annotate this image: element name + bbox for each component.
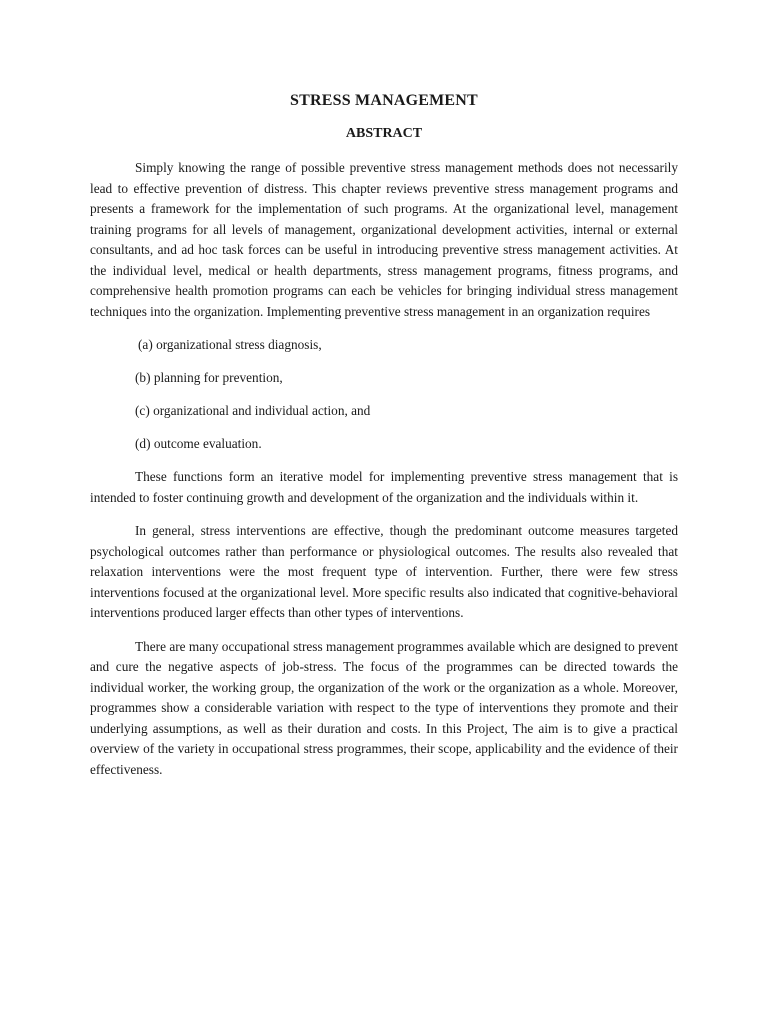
list-item: (b) planning for prevention, bbox=[135, 370, 283, 385]
document-title: STRESS MANAGEMENT bbox=[290, 92, 478, 109]
requirements-list bbox=[90, 335, 678, 455]
abstract-heading: ABSTRACT bbox=[345, 126, 423, 141]
paragraph-intro: Simply knowing the range of possible preventive stress management methods does not necessarily lead to effective prevention of distress. This chapter reviews preventive stress management programs and presents a framework for the implementation of such programs. At the organizational level, management training programs for all levels of management, organizational development activities, internal or external consultants, and ad hoc task forces can be useful in introducing preventive stress management activities. At the individual level, medical or health departments, stress management programs, fitness programs, and comprehensive health promotion programs can each be vehicles for bringing individual stress management techniques into the organization. Implementing preventive stress management in an organization requires bbox=[90, 160, 678, 319]
list-item: (c) organizational and individual action, and bbox=[135, 403, 371, 418]
paragraph-interventions: In general, stress interventions are effective, though the predominant outcome measures targeted psychological outcomes rather than performance or physiological outcomes. The results also revealed that relaxation interventions were the most frequent type of intervention. Further, there were few stress interventions focused at the organizational level. More specific results also indicated that cognitive-behavioral interventions produced larger effects than other types of interventions. bbox=[90, 523, 678, 620]
paragraph-iterative-model: These functions form an iterative model for implementing preventive stress management that is intended to foster continuing growth and development of the organization and the individuals within it. bbox=[90, 469, 678, 505]
paragraph-programmes: There are many occupational stress management programmes available which are designed to prevent and cure the negative aspects of job-stress. The focus of the programmes can be directed towards the individual worker, the working group, the organization of the work or the organization as a whole. Moreover, programmes show a considerable variation with respect to the type of interventions they promote and their underlying assumptions, as well as their duration and costs. In this Project, The aim is to give a practical overview of the variety in occupational stress programmes, their scope, applicability and the evidence of their effectiveness. bbox=[90, 638, 678, 777]
document-page bbox=[90, 92, 678, 793]
list-item: (d) outcome evaluation. bbox=[135, 436, 262, 451]
list-item: (a) organizational stress diagnosis, bbox=[138, 337, 322, 352]
